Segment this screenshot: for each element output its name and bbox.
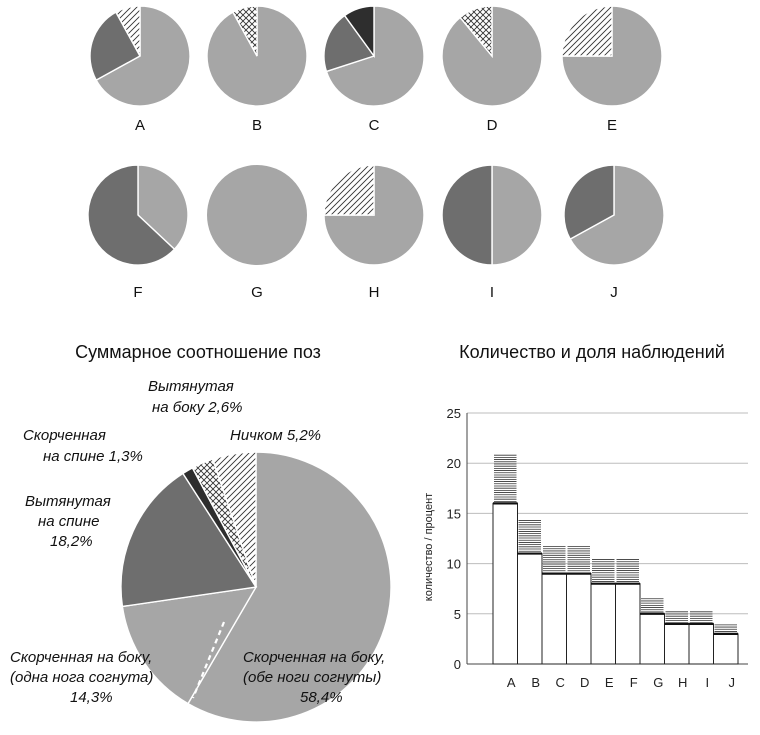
ann-main-1: Скорченная на боку,	[243, 649, 386, 666]
y-tick-15: 15	[446, 506, 461, 522]
small-pie-label-c: C	[368, 117, 380, 134]
percent-bar-j	[715, 625, 738, 632]
small-pie-j	[564, 165, 664, 265]
y-tick-25: 25	[446, 406, 461, 421]
small-pie-i	[442, 165, 542, 265]
y-tick-10: 10	[446, 556, 461, 572]
small-pie-i-slice-1	[442, 165, 492, 265]
ann-side-2: на боку 2,6%	[152, 399, 243, 416]
small-pie-g	[207, 165, 307, 265]
ann-prone: Ничком 5,2%	[230, 427, 322, 444]
small-pie-c	[324, 6, 424, 106]
percent-bar-e	[592, 560, 615, 582]
small-pie-e	[562, 6, 662, 106]
small-pie-label-f: F	[133, 284, 143, 301]
small-pie-h	[324, 165, 424, 265]
small-pie-label-e: E	[606, 117, 618, 134]
bar-x-ticks	[507, 675, 735, 690]
ann-one-2: (одна нога согнута)	[10, 669, 154, 686]
x-tick-g: G	[653, 675, 664, 690]
percent-bar-a	[494, 455, 517, 501]
small-pie-g-slice-0	[207, 165, 307, 265]
percent-bar-b	[519, 520, 542, 551]
small-pies-grid	[88, 6, 664, 265]
ann-main-2: (обе ноги согнуты)	[243, 669, 382, 686]
ann-one-1: Скорченная на боку,	[10, 649, 153, 666]
x-tick-d: D	[580, 675, 590, 690]
ann-main-3: 58,4%	[300, 689, 343, 706]
ann-one-3: 14,3%	[70, 689, 113, 706]
ann-back-3: 18,2%	[50, 533, 93, 550]
count-bar-h	[665, 624, 690, 664]
percent-bar-c	[543, 547, 566, 573]
small-pie-label-i: I	[489, 284, 495, 301]
bar-y-axis-label: количество / процент	[423, 492, 435, 602]
x-tick-b: B	[531, 675, 541, 690]
ann-curled-1: Скорченная	[23, 427, 106, 444]
small-pie-label-a: A	[134, 117, 146, 134]
percent-bar-g	[641, 599, 664, 612]
small-pie-label-j: J	[610, 284, 618, 301]
count-bar-g	[640, 614, 665, 664]
count-bar-d	[567, 574, 592, 664]
small-pie-a	[90, 6, 190, 106]
small-pie-label-d: D	[486, 117, 498, 134]
small-pie-i-slice-0	[492, 165, 542, 265]
y-tick-20: 20	[446, 456, 461, 472]
bar-chart-title: Количество и доля наблюдений	[459, 342, 725, 362]
x-tick-c: C	[555, 675, 565, 690]
count-bar-f	[616, 584, 641, 664]
ann-back-1: Вытянутая	[25, 493, 111, 510]
small-pie-label-b: B	[251, 117, 263, 134]
small-pie-label-g: G	[251, 284, 263, 301]
x-tick-h: H	[678, 675, 688, 690]
small-pie-b	[207, 6, 307, 106]
ann-curled-2: на спине 1,3%	[43, 448, 143, 465]
bar-y-ticks	[447, 406, 461, 672]
count-bar-c	[542, 574, 567, 664]
ann-side-1: Вытянутая	[148, 378, 234, 395]
count-bar-e	[591, 584, 616, 664]
x-tick-a: A	[506, 675, 516, 690]
bar-series	[493, 455, 738, 664]
small-pie-e-slice-1	[562, 6, 612, 56]
ann-back-2: на спине	[38, 513, 100, 530]
small-pie-f	[88, 165, 188, 265]
percent-bar-f	[617, 560, 640, 582]
small-pie-d	[442, 6, 542, 106]
count-bar-i	[689, 624, 714, 664]
x-tick-e: E	[604, 675, 614, 690]
count-bar-a	[493, 503, 518, 664]
small-pie-h-slice-1	[324, 165, 374, 215]
x-tick-j: J	[728, 675, 735, 690]
percent-bar-d	[568, 547, 591, 573]
pie-chart-title: Суммарное соотношение поз	[75, 342, 321, 362]
x-tick-i: I	[705, 675, 710, 690]
count-bar-b	[518, 554, 543, 664]
small-pie-label-h: H	[368, 284, 380, 301]
x-tick-f: F	[629, 675, 638, 690]
y-tick-0: 0	[453, 657, 461, 672]
count-bar-j	[714, 634, 739, 664]
y-tick-5: 5	[453, 606, 461, 622]
